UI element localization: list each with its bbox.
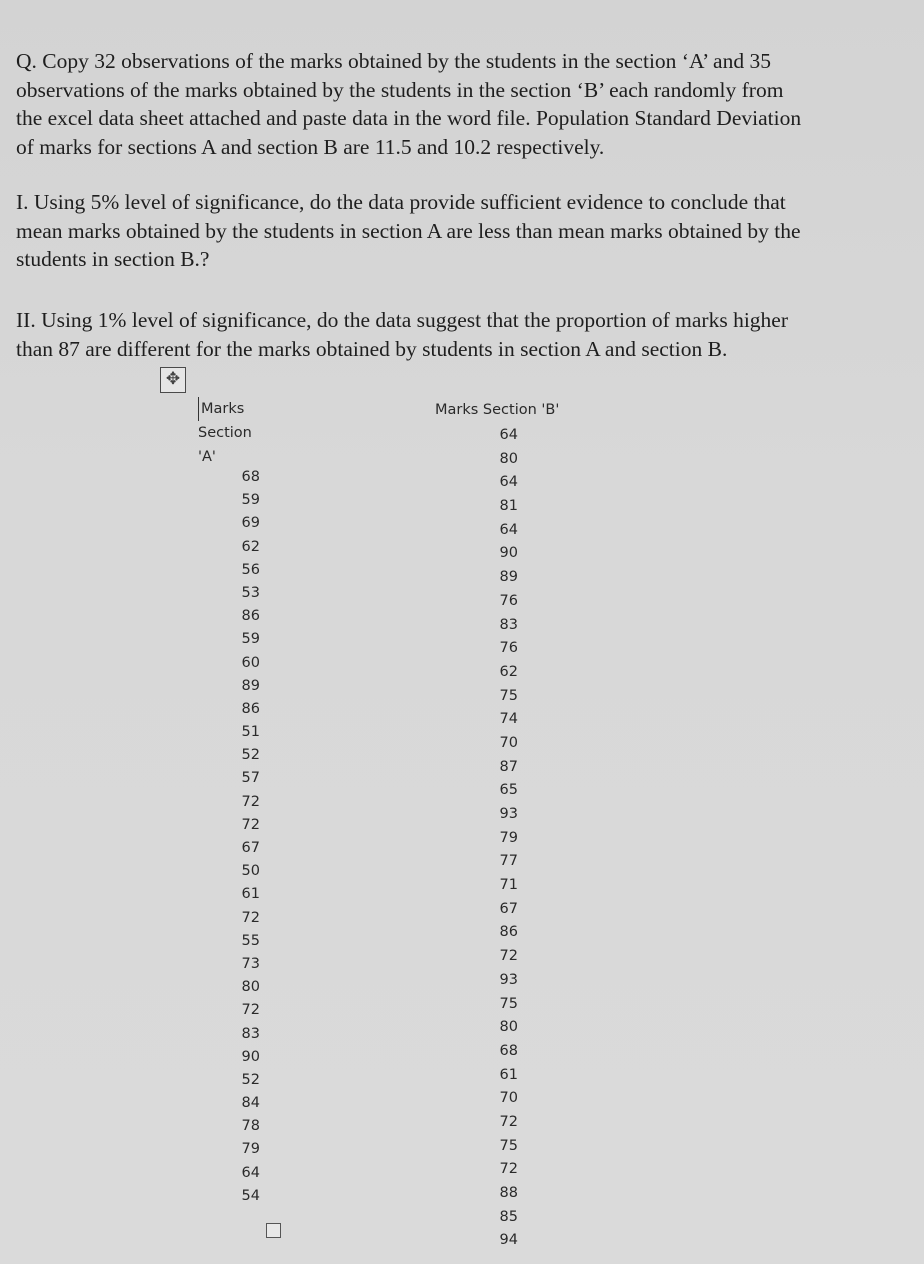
- section-b-header: Marks Section 'B': [435, 402, 560, 418]
- section-b-values: [480, 424, 518, 1253]
- section-a-value: 52: [241, 747, 260, 764]
- part-ii-line: than 87 are different for the marks obtained by students in section A and section B.: [16, 336, 728, 361]
- section-a-value: 64: [241, 1164, 260, 1181]
- section-b-value: 62: [499, 663, 518, 680]
- section-b-value: 74: [499, 711, 518, 728]
- section-b-value: 90: [499, 545, 518, 562]
- section-a-value: 56: [241, 561, 260, 578]
- section-a-value: 67: [241, 840, 260, 856]
- section-b-value: 76: [499, 592, 518, 609]
- section-a-values: [228, 466, 260, 1208]
- section-a-header: [198, 397, 252, 469]
- section-a-value: 86: [241, 608, 260, 625]
- section-b-value: 72: [499, 948, 518, 965]
- table-move-handle-icon[interactable]: ✥: [160, 367, 186, 393]
- part-i-line: students in section B.?: [16, 247, 210, 271]
- section-a-header-line: Marks: [198, 397, 252, 421]
- question-line: the excel data sheet attached and paste data in the word file. Population Standard Deviation: [16, 106, 802, 130]
- section-b-value: 77: [499, 853, 518, 870]
- table-end-marker[interactable]: [266, 1223, 281, 1238]
- section-a-value: 54: [241, 1187, 260, 1204]
- section-a-value: 52: [241, 1071, 260, 1088]
- section-a-value: 72: [241, 793, 260, 810]
- section-b-value: 72: [499, 1113, 518, 1130]
- part-i-line: mean marks obtained by the students in section A are less than mean marks obtained by the: [16, 218, 801, 243]
- question-line: of marks for sections A and section B are 11.5 and 10.2 respectively.: [16, 134, 605, 159]
- section-b-value: 72: [499, 1161, 518, 1178]
- section-b-value: 80: [499, 450, 518, 467]
- section-b-value: 70: [499, 734, 518, 751]
- part-i-line: I. Using 5% level of significance, do the data provide sufficient evidence to conclude that: [16, 190, 786, 214]
- section-a-value: 90: [241, 1048, 260, 1065]
- section-b-value: 61: [499, 1066, 518, 1083]
- section-a-value: 68: [241, 469, 260, 485]
- section-b-value: 93: [499, 971, 518, 988]
- section-b-value: 85: [499, 1208, 518, 1225]
- section-a-value: 80: [241, 979, 260, 996]
- section-b-value: 75: [499, 995, 518, 1012]
- section-b-value: 71: [499, 877, 518, 894]
- section-a-value: 78: [241, 1118, 260, 1135]
- section-a-value: 62: [241, 538, 260, 555]
- question-line: Q. Copy 32 observations of the marks obtained by the students in the section ‘A’ and 35: [16, 49, 771, 73]
- question-text: [16, 47, 916, 161]
- section-b-value: 64: [499, 427, 518, 443]
- section-b-value: 81: [499, 498, 518, 515]
- part-ii-text: [16, 306, 916, 363]
- section-a-value: 60: [241, 654, 260, 671]
- section-b-value: 64: [499, 521, 518, 538]
- section-a-value: 89: [241, 677, 260, 694]
- section-b-value: 65: [499, 782, 518, 799]
- section-a-header-line: 'A': [198, 449, 216, 465]
- section-a-value: 61: [241, 886, 260, 903]
- section-b-value: 79: [499, 829, 518, 846]
- section-a-value: 84: [241, 1095, 260, 1112]
- section-a-value: 73: [241, 955, 260, 972]
- part-i-text: [16, 188, 916, 274]
- section-b-value: 76: [499, 640, 518, 657]
- section-a-value: 69: [241, 515, 260, 532]
- section-b-value: 93: [499, 806, 518, 822]
- section-a-value: 57: [241, 770, 260, 787]
- section-b-value: 94: [499, 1232, 518, 1249]
- section-a-value: 72: [241, 1002, 260, 1019]
- section-a-value: 59: [241, 492, 260, 509]
- section-b-value: 89: [499, 569, 518, 586]
- section-a-value: 59: [241, 631, 260, 648]
- section-a-value: 79: [241, 1141, 260, 1158]
- section-b-value: 70: [499, 1090, 518, 1107]
- section-a-value: 83: [241, 1025, 260, 1042]
- section-b-value: 75: [499, 687, 518, 704]
- section-b-value: 83: [499, 616, 518, 633]
- section-a-value: 86: [241, 700, 260, 717]
- section-a-value: 72: [241, 816, 260, 833]
- section-b-value: 80: [499, 1019, 518, 1036]
- section-b-value: 68: [499, 1042, 518, 1059]
- section-b-value: 75: [499, 1137, 518, 1154]
- section-a-value: 51: [241, 724, 260, 741]
- section-a-value: 53: [241, 584, 260, 601]
- section-a-value: 72: [241, 909, 260, 926]
- section-a-value: 55: [241, 932, 260, 949]
- section-b-value: 88: [499, 1185, 518, 1201]
- section-b-value: 67: [499, 900, 518, 917]
- section-b-value: 64: [499, 474, 518, 491]
- section-b-value: 87: [499, 758, 518, 775]
- section-a-value: 50: [241, 863, 260, 880]
- question-line: observations of the marks obtained by the students in the section ‘B’ each randomly from: [16, 77, 784, 102]
- section-b-value: 86: [499, 924, 518, 941]
- section-a-header-line: Section: [198, 425, 252, 441]
- part-ii-line: II. Using 1% level of significance, do the data suggest that the proportion of marks higher: [16, 308, 789, 332]
